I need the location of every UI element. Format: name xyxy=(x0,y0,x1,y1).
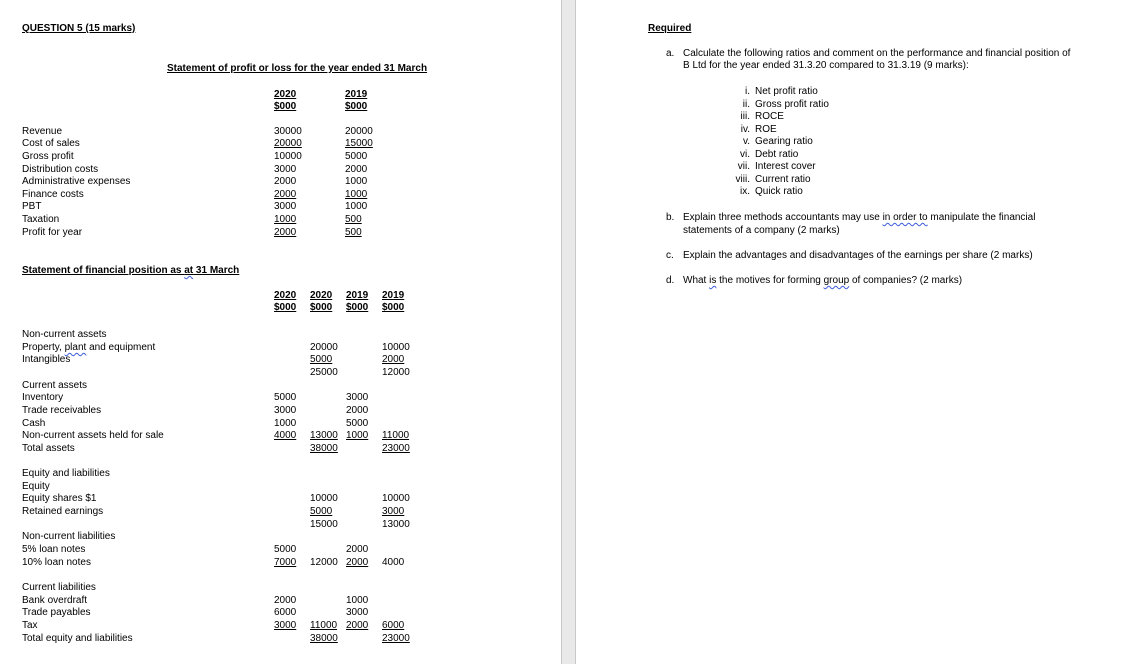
sfp-total: 38000 xyxy=(310,633,338,644)
pl-row-label: Finance costs xyxy=(22,189,84,200)
item-d-text: What is the motives for forming group of companies? (2 marks) xyxy=(683,275,963,286)
sfp-row-label: Non-current assets held for sale xyxy=(22,430,164,441)
sfp-header-year: 2020 xyxy=(274,290,297,301)
sfp-section-heading: Non-current assets xyxy=(22,329,107,340)
sfp-title: Statement of financial position as at 31 March xyxy=(22,265,240,276)
pl-row-value-2020: 2000 xyxy=(274,227,297,238)
sfp-subtotal: 6000 xyxy=(382,620,405,631)
sfp-section-heading: Non-current liabilities xyxy=(22,531,116,542)
sfp-header-year: 2019 xyxy=(382,290,405,301)
page-gutter xyxy=(561,0,576,664)
sfp-value: 2000 xyxy=(382,354,405,365)
pl-row-value-2020: 2000 xyxy=(274,176,297,187)
pl-row-value-2020: 20000 xyxy=(274,138,302,149)
sfp-subtotal: 4000 xyxy=(382,557,405,568)
sfp-total: 23000 xyxy=(382,633,410,644)
sfp-row-label: Trade payables xyxy=(22,607,91,618)
pl-title: Statement of profit or loss for the year ended 31 March xyxy=(167,63,428,74)
item-b-text-line2: statements of a company (2 marks) xyxy=(683,225,840,236)
sfp-header-year: 2020 xyxy=(310,290,333,301)
sfp-row-label: Tax xyxy=(22,620,38,631)
sfp-subtotal: 11000 xyxy=(310,620,338,631)
sfp-row-label: 10% loan notes xyxy=(22,557,91,568)
sfp-row-label: Cash xyxy=(22,418,46,429)
pl-header-2019-unit: $000 xyxy=(345,101,368,112)
sfp-value: 1000 xyxy=(274,418,297,429)
pl-row-value-2019: 1000 xyxy=(345,189,368,200)
sfp-row-label: Retained earnings xyxy=(22,506,104,517)
item-c-text: Explain the advantages and disadvantages of the earnings per share (2 marks) xyxy=(683,250,1033,261)
sfp-value: 1000 xyxy=(346,595,369,606)
sfp-subtotal: 13000 xyxy=(310,430,338,441)
sfp-value: 2000 xyxy=(274,595,297,606)
pl-row-value-2020: 1000 xyxy=(274,214,297,225)
sfp-value: 3000 xyxy=(274,405,297,416)
pl-row-value-2019: 20000 xyxy=(345,126,373,137)
sfp-header-unit: $000 xyxy=(346,302,369,313)
ratio-item: viii. Current ratio xyxy=(735,173,811,185)
ratio-item: vi. Debt ratio xyxy=(740,148,799,160)
sfp-value: 10000 xyxy=(310,493,338,504)
sfp-value: 5000 xyxy=(274,544,297,555)
sfp-header-year: 2019 xyxy=(346,290,369,301)
sfp-value: 10000 xyxy=(382,342,410,353)
sfp-value: 2000 xyxy=(346,544,369,555)
sfp-row-label: Property, plant and equipment xyxy=(22,342,156,353)
sfp-row-label: Trade receivables xyxy=(22,405,102,416)
sfp-value: 5000 xyxy=(310,506,333,517)
sfp-value: 5000 xyxy=(346,418,369,429)
ratio-item: i. Net profit ratio xyxy=(745,86,818,97)
sfp-value: 10000 xyxy=(382,493,410,504)
sfp-value: 7000 xyxy=(274,557,297,568)
sfp-total: 38000 xyxy=(310,443,338,454)
sfp-total: 23000 xyxy=(382,443,410,454)
sfp-value: 1000 xyxy=(346,430,369,441)
pl-row-label: Gross profit xyxy=(22,151,74,162)
item-b-marker: b. xyxy=(666,212,675,223)
ratio-item: ix. Quick ratio xyxy=(740,186,803,197)
pl-row-value-2020: 2000 xyxy=(274,189,297,200)
pl-row-value-2020: 3000 xyxy=(274,164,297,175)
sfp-header-unit: $000 xyxy=(382,302,405,313)
sfp-value: 2000 xyxy=(346,557,369,568)
pl-header-2020-year: 2020 xyxy=(274,89,297,100)
sfp-row-label: Total equity and liabilities xyxy=(22,633,133,644)
sfp-section-heading: Equity and liabilities xyxy=(22,468,110,479)
sfp-header-unit: $000 xyxy=(274,302,297,313)
pl-row-label: Distribution costs xyxy=(22,164,99,175)
item-b-text-line1: Explain three methods accountants may use in order to manipulate the financial xyxy=(683,212,1036,223)
sfp-value: 20000 xyxy=(310,342,338,353)
pl-row-value-2019: 15000 xyxy=(345,138,373,149)
sfp-value: 5000 xyxy=(274,392,297,403)
sfp-value: 4000 xyxy=(274,430,297,441)
pl-row-value-2020: 30000 xyxy=(274,126,302,137)
question-title: QUESTION 5 (15 marks) xyxy=(22,23,136,34)
pl-row-label: PBT xyxy=(22,201,42,212)
pl-row-value-2019: 1000 xyxy=(345,176,368,187)
sfp-value: 2000 xyxy=(346,405,369,416)
required-heading: Required xyxy=(648,23,692,34)
sfp-subtotal: 25000 xyxy=(310,367,338,378)
sfp-subtotal: 12000 xyxy=(382,367,410,378)
pl-row-label: Taxation xyxy=(22,214,60,225)
sfp-subtotal: 15000 xyxy=(310,519,338,530)
sfp-section-heading: Current assets xyxy=(22,380,88,391)
sfp-row-label: 5% loan notes xyxy=(22,544,86,555)
pl-row-label: Profit for year xyxy=(22,227,83,238)
item-a-marker: a. xyxy=(666,48,675,59)
sfp-subtotal: 13000 xyxy=(382,519,410,530)
sfp-value: 3000 xyxy=(382,506,405,517)
ratio-list xyxy=(714,86,874,206)
left-document-page xyxy=(0,0,561,664)
ratio-item: iv. ROE xyxy=(740,123,777,135)
sfp-subtotal: 12000 xyxy=(310,557,338,568)
pl-row-value-2019: 5000 xyxy=(345,151,368,162)
sfp-value: 6000 xyxy=(274,607,297,618)
ratio-item: vii. Interest cover xyxy=(737,161,816,172)
sfp-subtotal: 11000 xyxy=(382,430,410,441)
ratio-item: iii. ROCE xyxy=(740,111,784,122)
sfp-row-label: Intangibles xyxy=(22,354,71,365)
item-a-text-line1: Calculate the following ratios and comment on the performance and financial position of xyxy=(683,48,1071,59)
ratio-item: ii. Gross profit ratio xyxy=(742,98,829,110)
item-d-marker: d. xyxy=(666,275,675,286)
sfp-row-label: Inventory xyxy=(22,392,64,403)
pl-row-label: Cost of sales xyxy=(22,138,80,149)
pl-row-value-2020: 10000 xyxy=(274,151,302,162)
sfp-row-label: Total assets xyxy=(22,443,75,454)
sfp-section-heading: Equity xyxy=(22,481,50,492)
sfp-value: 3000 xyxy=(274,620,297,631)
pl-row-value-2020: 3000 xyxy=(274,201,297,212)
pl-header-2020-unit: $000 xyxy=(274,101,297,112)
sfp-section-heading: Current liabilities xyxy=(22,582,96,593)
sfp-value: 5000 xyxy=(310,354,333,365)
pl-row-value-2019: 500 xyxy=(345,214,362,225)
pl-row-value-2019: 500 xyxy=(345,227,362,238)
ratio-item: v. Gearing ratio xyxy=(742,136,813,147)
sfp-row-label: Equity shares $1 xyxy=(22,493,97,504)
sfp-value: 3000 xyxy=(346,607,369,618)
sfp-header-unit: $000 xyxy=(310,302,333,313)
sfp-value: 2000 xyxy=(346,620,369,631)
pl-row-value-2019: 1000 xyxy=(345,201,368,212)
pl-row-value-2019: 2000 xyxy=(345,164,368,175)
pl-header-2019-year: 2019 xyxy=(345,89,368,100)
item-c-marker: c. xyxy=(666,250,674,261)
right-document-page xyxy=(576,0,1129,664)
sfp-row-label: Bank overdraft xyxy=(22,595,88,606)
sfp-value: 3000 xyxy=(346,392,369,403)
item-a-text-line2: B Ltd for the year ended 31.3.20 compared to 31.3.19 (9 marks): xyxy=(683,60,969,71)
pl-row-label: Administrative expenses xyxy=(22,176,131,187)
pl-row-label: Revenue xyxy=(22,126,63,137)
